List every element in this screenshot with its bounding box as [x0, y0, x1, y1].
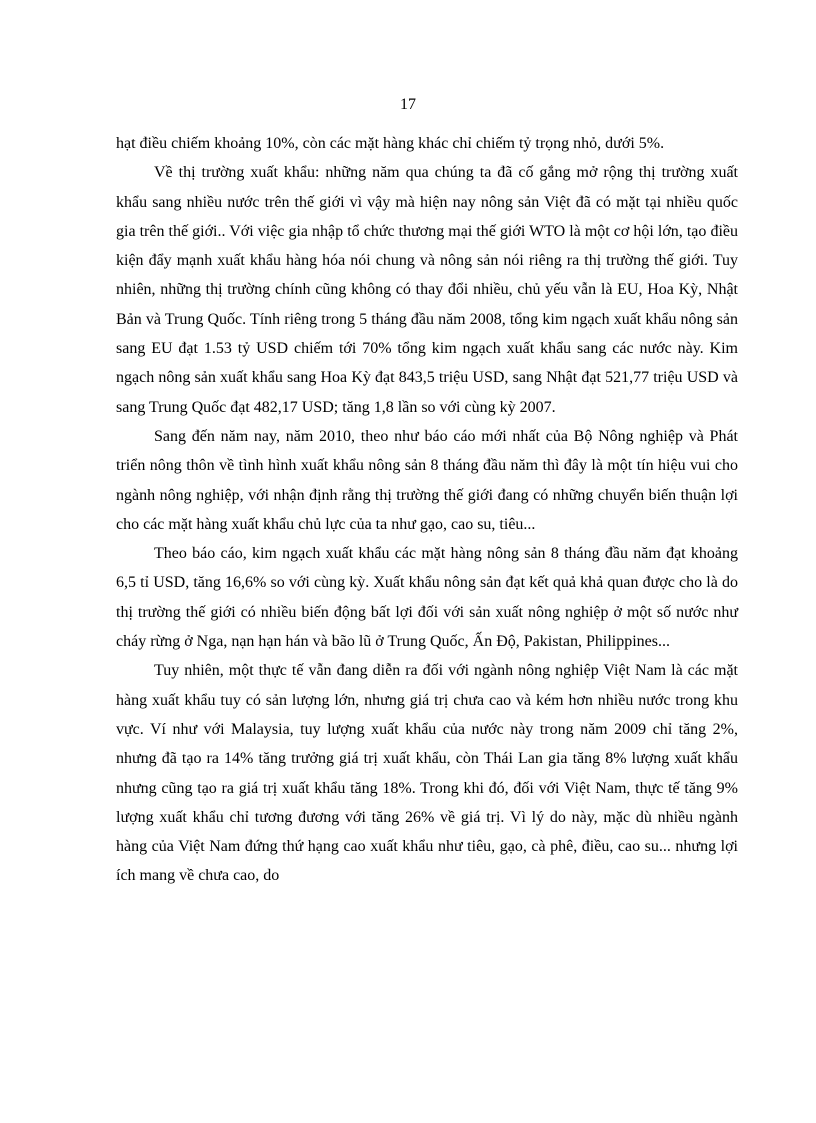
paragraph-export-turnover: Theo báo cáo, kim ngạch xuất khẩu các mặt hàng nông sản 8 tháng đầu năm đạt khoảng 6,5 tỉ USD, tăng 16,6% so với cùng kỳ. Xuất khẩu nông sản đạt kết quả khả quan được cho là do thị trường thế giới có nhiều biến động bất lợi đối với sản xuất nông nghiệp ở một số nước như cháy rừng ở Nga, nạn hạn hán và bão lũ ở Trung Quốc, Ấn Độ, Pakistan, Philippines...	[116, 545, 738, 651]
paragraph-continuation: hạt điều chiếm khoảng 10%, còn các mặt hàng khác chỉ chiếm tỷ trọng nhỏ, dưới 5%.	[116, 135, 665, 152]
paragraph-value-comparison: Tuy nhiên, một thực tế vẫn đang diễn ra đối với ngành nông nghiệp Việt Nam là các mặt hàng xuất khẩu tuy có sản lượng lớn, nhưng giá trị chưa cao và kém hơn nhiều nước trong khu vực. Ví như với Malaysia, tuy lượng xuất khẩu của nước này trong năm 2009 chỉ tăng 2%, nhưng đã tạo ra 14% tăng trưởng giá trị xuất khẩu, còn Thái Lan gia tăng 8% lượng xuất khẩu nhưng cũng tạo ra giá trị xuất khẩu tăng 18%. Trong khi đó, đối với Việt Nam, thực tế tăng 9% lượng xuất khẩu chỉ tương đương với tăng 26% về giá trị. Vì lý do này, mặc dù nhiều ngành hàng của Việt Nam đứng thứ hạng cao xuất khẩu như tiêu, gạo, cà phê, điều, cao su... nhưng lợi ích mang về chưa cao, do	[116, 662, 738, 885]
body-text	[116, 129, 738, 891]
paragraph-2010-report: Sang đến năm nay, năm 2010, theo như báo cáo mới nhất của Bộ Nông nghiệp và Phát triển nông thôn về tình hình xuất khẩu nông sản 8 tháng đầu năm thì đây là một tín hiệu vui cho ngành nông nghiệp, với nhận định rằng thị trường thế giới đang có những chuyển biến thuận lợi cho các mặt hàng xuất khẩu chủ lực của ta như gạo, cao su, tiêu...	[116, 427, 738, 533]
paragraph-export-markets: Về thị trường xuất khẩu: những năm qua chúng ta đã cố gắng mở rộng thị trường xuất khẩu sang nhiều nước trên thế giới vì vậy mà hiện nay nông sản Việt đã có mặt tại nhiều quốc gia trên thế giới.. Với việc gia nhập tổ chức thương mại thế giới WTO là một cơ hội lớn, tạo điều kiện đẩy mạnh xuất khẩu hàng hóa nói chung và nông sản nói riêng ra thị trường thế giới. Tuy nhiên, những thị trường chính cũng không có thay đổi nhiều, chủ yếu vẫn là EU, Hoa Kỳ, Nhật Bản và Trung Quốc. Tính riêng trong 5 tháng đầu năm 2008, tổng kim ngạch xuất khẩu nông sản sang EU đạt 1.53 tỷ USD chiếm tới 70% tổng kim ngạch xuất khẩu sang các nước này. Kim ngạch nông sản xuất khẩu sang Hoa Kỳ đạt 843,5 triệu USD, sang Nhật đạt 521,77 triệu USD và sang Trung Quốc đạt 482,17 USD; tăng 1,8 lần so với cùng kỳ 2007.	[116, 164, 738, 416]
page-number: 17	[400, 96, 416, 113]
